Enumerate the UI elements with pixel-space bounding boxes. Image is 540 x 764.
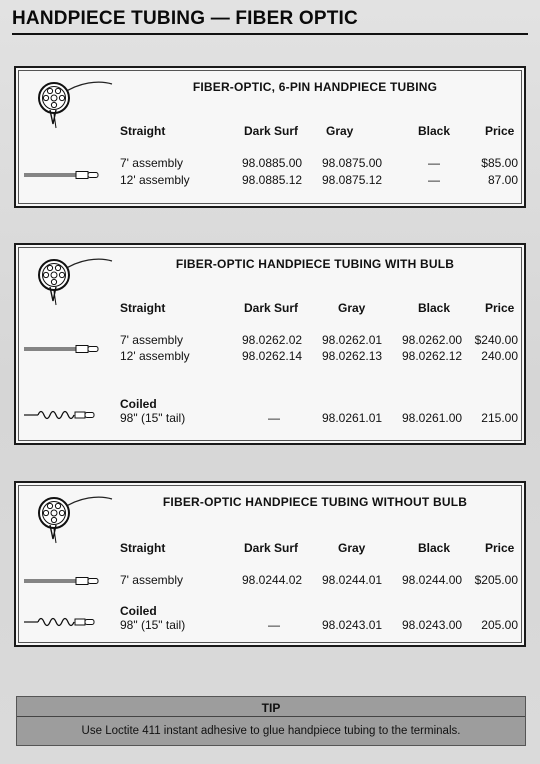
tip-title: TIP <box>261 701 281 715</box>
col-dark-surf: Dark Surf <box>244 124 299 138</box>
price-value: $205.00 <box>474 573 518 587</box>
row-label: 7' assembly <box>120 333 183 347</box>
title-rule <box>12 33 528 35</box>
group-label-straight: Straight <box>120 301 166 315</box>
gray-value: 98.0261.01 <box>322 411 383 425</box>
dark-surf-value: 98.0885.12 <box>242 173 303 187</box>
col-dark-surf: Dark Surf <box>244 541 299 555</box>
row-label: 7' assembly <box>120 156 183 170</box>
price-value: $85.00 <box>481 156 518 170</box>
tip-box <box>16 696 526 746</box>
col-gray: Gray <box>338 301 366 315</box>
black-value: — <box>428 173 440 187</box>
price-value: 215.00 <box>481 411 518 425</box>
row-label: 12' assembly <box>120 349 190 363</box>
dark-surf-value: — <box>268 411 280 425</box>
gray-value: 98.0262.01 <box>322 333 383 347</box>
col-dark-surf: Dark Surf <box>244 301 299 315</box>
group-label-coiled: Coiled <box>120 397 157 411</box>
page-title: HANDPIECE TUBING — FIBER OPTIC <box>12 8 358 29</box>
tip-text: Use Loctite 411 instant adhesive to glue handpiece tubing to the terminals. <box>81 725 461 737</box>
black-value: 98.0244.00 <box>402 573 463 587</box>
col-black: Black <box>418 124 451 138</box>
col-price: Price <box>485 301 515 315</box>
section-title: FIBER-OPTIC, 6-PIN HANDPIECE TUBING <box>192 80 438 94</box>
straight-tubing-icon <box>24 574 104 592</box>
dark-surf-value: 98.0262.02 <box>242 333 303 347</box>
coiled-tubing-icon <box>24 614 104 635</box>
black-value: — <box>428 156 440 170</box>
gray-value: 98.0243.01 <box>322 618 383 632</box>
section-title: FIBER-OPTIC HANDPIECE TUBING WITH BULB <box>175 257 455 271</box>
straight-tubing-icon <box>24 168 104 186</box>
row-label: 98" (15" tail) <box>120 618 186 632</box>
row-label: 7' assembly <box>120 573 183 587</box>
price-value: 87.00 <box>487 173 518 187</box>
section-6pin-tubing <box>14 66 526 208</box>
gray-value: 98.0244.01 <box>322 573 383 587</box>
row-label: 12' assembly <box>120 173 190 187</box>
coiled-tubing-icon <box>24 407 104 428</box>
col-gray: Gray <box>326 124 354 138</box>
section-title: FIBER-OPTIC HANDPIECE TUBING WITHOUT BULB <box>162 495 468 509</box>
gray-value: 98.0875.12 <box>322 173 383 187</box>
dark-surf-value: — <box>268 618 280 632</box>
tip-divider <box>17 716 525 717</box>
black-value: 98.0261.00 <box>402 411 463 425</box>
dark-surf-value: 98.0244.02 <box>242 573 303 587</box>
col-gray: Gray <box>338 541 366 555</box>
gray-value: 98.0262.13 <box>322 349 383 363</box>
black-value: 98.0262.00 <box>402 333 463 347</box>
row-label: 98" (15" tail) <box>120 411 186 425</box>
col-price: Price <box>485 541 515 555</box>
black-value: 98.0243.00 <box>402 618 463 632</box>
col-black: Black <box>418 541 451 555</box>
group-label-coiled: Coiled <box>120 604 157 618</box>
black-value: 98.0262.12 <box>402 349 463 363</box>
price-value: 240.00 <box>481 349 518 363</box>
gray-value: 98.0875.00 <box>322 156 383 170</box>
fiber-connector-icon <box>24 74 114 139</box>
dark-surf-value: 98.0262.14 <box>242 349 303 363</box>
group-label-straight: Straight <box>120 541 166 555</box>
dark-surf-value: 98.0885.00 <box>242 156 303 170</box>
group-label-straight: Straight <box>120 124 166 138</box>
price-value: 205.00 <box>481 618 518 632</box>
col-price: Price <box>485 124 515 138</box>
price-value: $240.00 <box>474 333 518 347</box>
section-tubing-with-bulb <box>14 243 526 445</box>
fiber-connector-icon <box>24 489 114 554</box>
fiber-connector-icon <box>24 251 114 316</box>
col-black: Black <box>418 301 451 315</box>
straight-tubing-icon <box>24 342 104 360</box>
section-tubing-without-bulb <box>14 481 526 647</box>
